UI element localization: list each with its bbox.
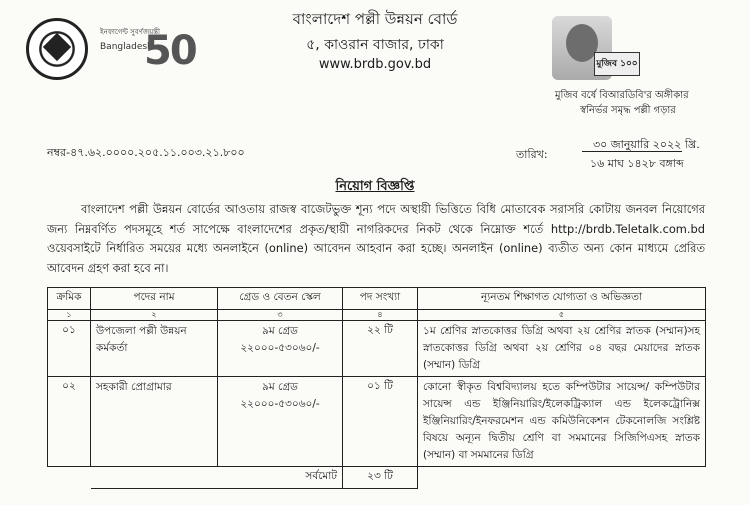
date-gregorian: ৩০ জানুয়ারি ২০২২ খ্রি. xyxy=(593,138,700,151)
jubilee-number: 50 xyxy=(144,28,196,74)
date-bangla: ১৬ মাঘ ১৪২৮ বঙ্গাব্দ xyxy=(590,157,684,170)
jubilee-country: Bangladesh xyxy=(100,42,153,52)
grade-cell: ৯ম গ্রেড ২২০০০-৫৩০৬০/- xyxy=(218,321,343,377)
header-qualification: ন্যূনতম শিক্ষাগত যোগ্যতা ও অভিজ্ঞতা xyxy=(418,288,706,310)
header-serial: ক্রমিক xyxy=(48,288,91,310)
header-grade: গ্রেড ও বেতন স্কেল xyxy=(218,288,343,310)
serial-cell: ০২ xyxy=(48,377,91,467)
org-title: বাংলাদেশ পল্লী উন্নয়ন বোর্ড xyxy=(292,10,458,28)
table-header-row xyxy=(48,288,706,310)
post-cell: সহকারী প্রোগ্রামার xyxy=(91,377,218,467)
notice-title: নিয়োগ বিজ্ঞপ্তি xyxy=(335,179,415,194)
total-label: সর্বমোট xyxy=(91,467,343,489)
org-address: ৫, কাওরান বাজার, ঢাকা xyxy=(306,37,444,53)
count-cell: ০১ টি xyxy=(343,377,418,467)
notice-paragraph: বাংলাদেশ পল্লী উন্নয়ন বোর্ডের আওতায় রাজস্ব বাজেটভুক্ত শূন্য পদে অস্থায়ী ভিত্তিতে বিধি মোতাবেক সরাসরি কোটায় জনবল নিয়োগের জন্য নিম্নবর্ণিত পদসমূহে শর্ত সাপেক্ষে বাংলাদেশের প্রকৃত/স্থায়ী নাগরিকদের নিকট থেকে নিম্নোক্ত শর্তে http://brdb.Teletalk.com.bd ওয়েবসাইটে নির্ধারিত সময়ের মধ্যে অনলাইনে (online) আবেদন আহবান করা হচ্ছে। অনলাইন (online) ব্যতীত অন্য কোন মাধ্যমে প্রেরিত আবেদন গ্রহণ করা হবে না। xyxy=(47,202,705,275)
table-row xyxy=(48,377,706,467)
qualification-cell: ১ম শ্রেণির স্নাতকোত্তর ডিগ্রি অথবা ২য় শ্রেণির স্নাতক (সম্মান)সহ স্নাতকোত্তর ডিগ্রি অথবা ২য় শ্রেণির ০৪ বছর মেয়াদের স্নাতক (সম্মান) ডিগ্রি xyxy=(418,321,706,377)
jubilee-logo: ইনফাগেন্ট সুবর্ণজয়ন্তী Bangladesh 50 xyxy=(100,28,196,74)
date-label: তারিখ: xyxy=(516,148,548,161)
org-website: www.brdb.gov.bd xyxy=(318,57,432,72)
table-index-row: ১ ২ ৩ ৪ ৫ xyxy=(48,310,706,321)
slogan-line-2: স্বনির্ভর সমৃদ্ধ পল্লী গড়ার xyxy=(580,105,676,116)
slogan-line-1: মুজিব বর্ষে বিআরডিবি'র অঙ্গীকার xyxy=(555,90,689,101)
grade-cell: ৯ম গ্রেড ২২০০০-৫৩০৬০/- xyxy=(218,377,343,467)
qualification-cell: কোনো স্বীকৃত বিশ্ববিদ্যালয় হতে কম্পিউটার সায়েন্স/ কম্পিউটার সায়েন্স এন্ড ইঞ্জিনিয়ারিং/ইলেকট্রিক্যাল এন্ড ইলেকট্রোনিক্স ইঞ্জিনিয়ারিং/ইনফরমেশন এন্ড কমিউনিকেশন টেকনোলজি সংশ্লিষ্ট বিষয়ে অন্যূন দ্বিতীয় শ্রেণি বা সমমানের সিজিপিএসহ স্নাতক (সম্মান) বা সমমানের ডিগ্রি xyxy=(418,377,706,467)
count-cell: ২২ টি xyxy=(343,321,418,377)
date-divider xyxy=(582,151,682,152)
post-cell: উপজেলা পল্লী উন্নয়ন কর্মকর্তা xyxy=(91,321,218,377)
table-row xyxy=(48,321,706,377)
header-post: পদের নাম xyxy=(91,288,218,310)
header-count: পদ সংখ্যা xyxy=(343,288,418,310)
vacancy-table xyxy=(47,287,706,489)
mujib-100-badge: মুজিব ১০০ xyxy=(594,52,640,76)
total-count: ২৩ টি xyxy=(343,467,418,489)
serial-cell: ০১ xyxy=(48,321,91,377)
brdb-logo xyxy=(26,18,88,80)
total-row xyxy=(48,467,706,489)
reference-number: নম্বর-৪৭.৬২.০০০০.২০৫.১১.০০৩.২১.৮০০ xyxy=(47,146,245,159)
